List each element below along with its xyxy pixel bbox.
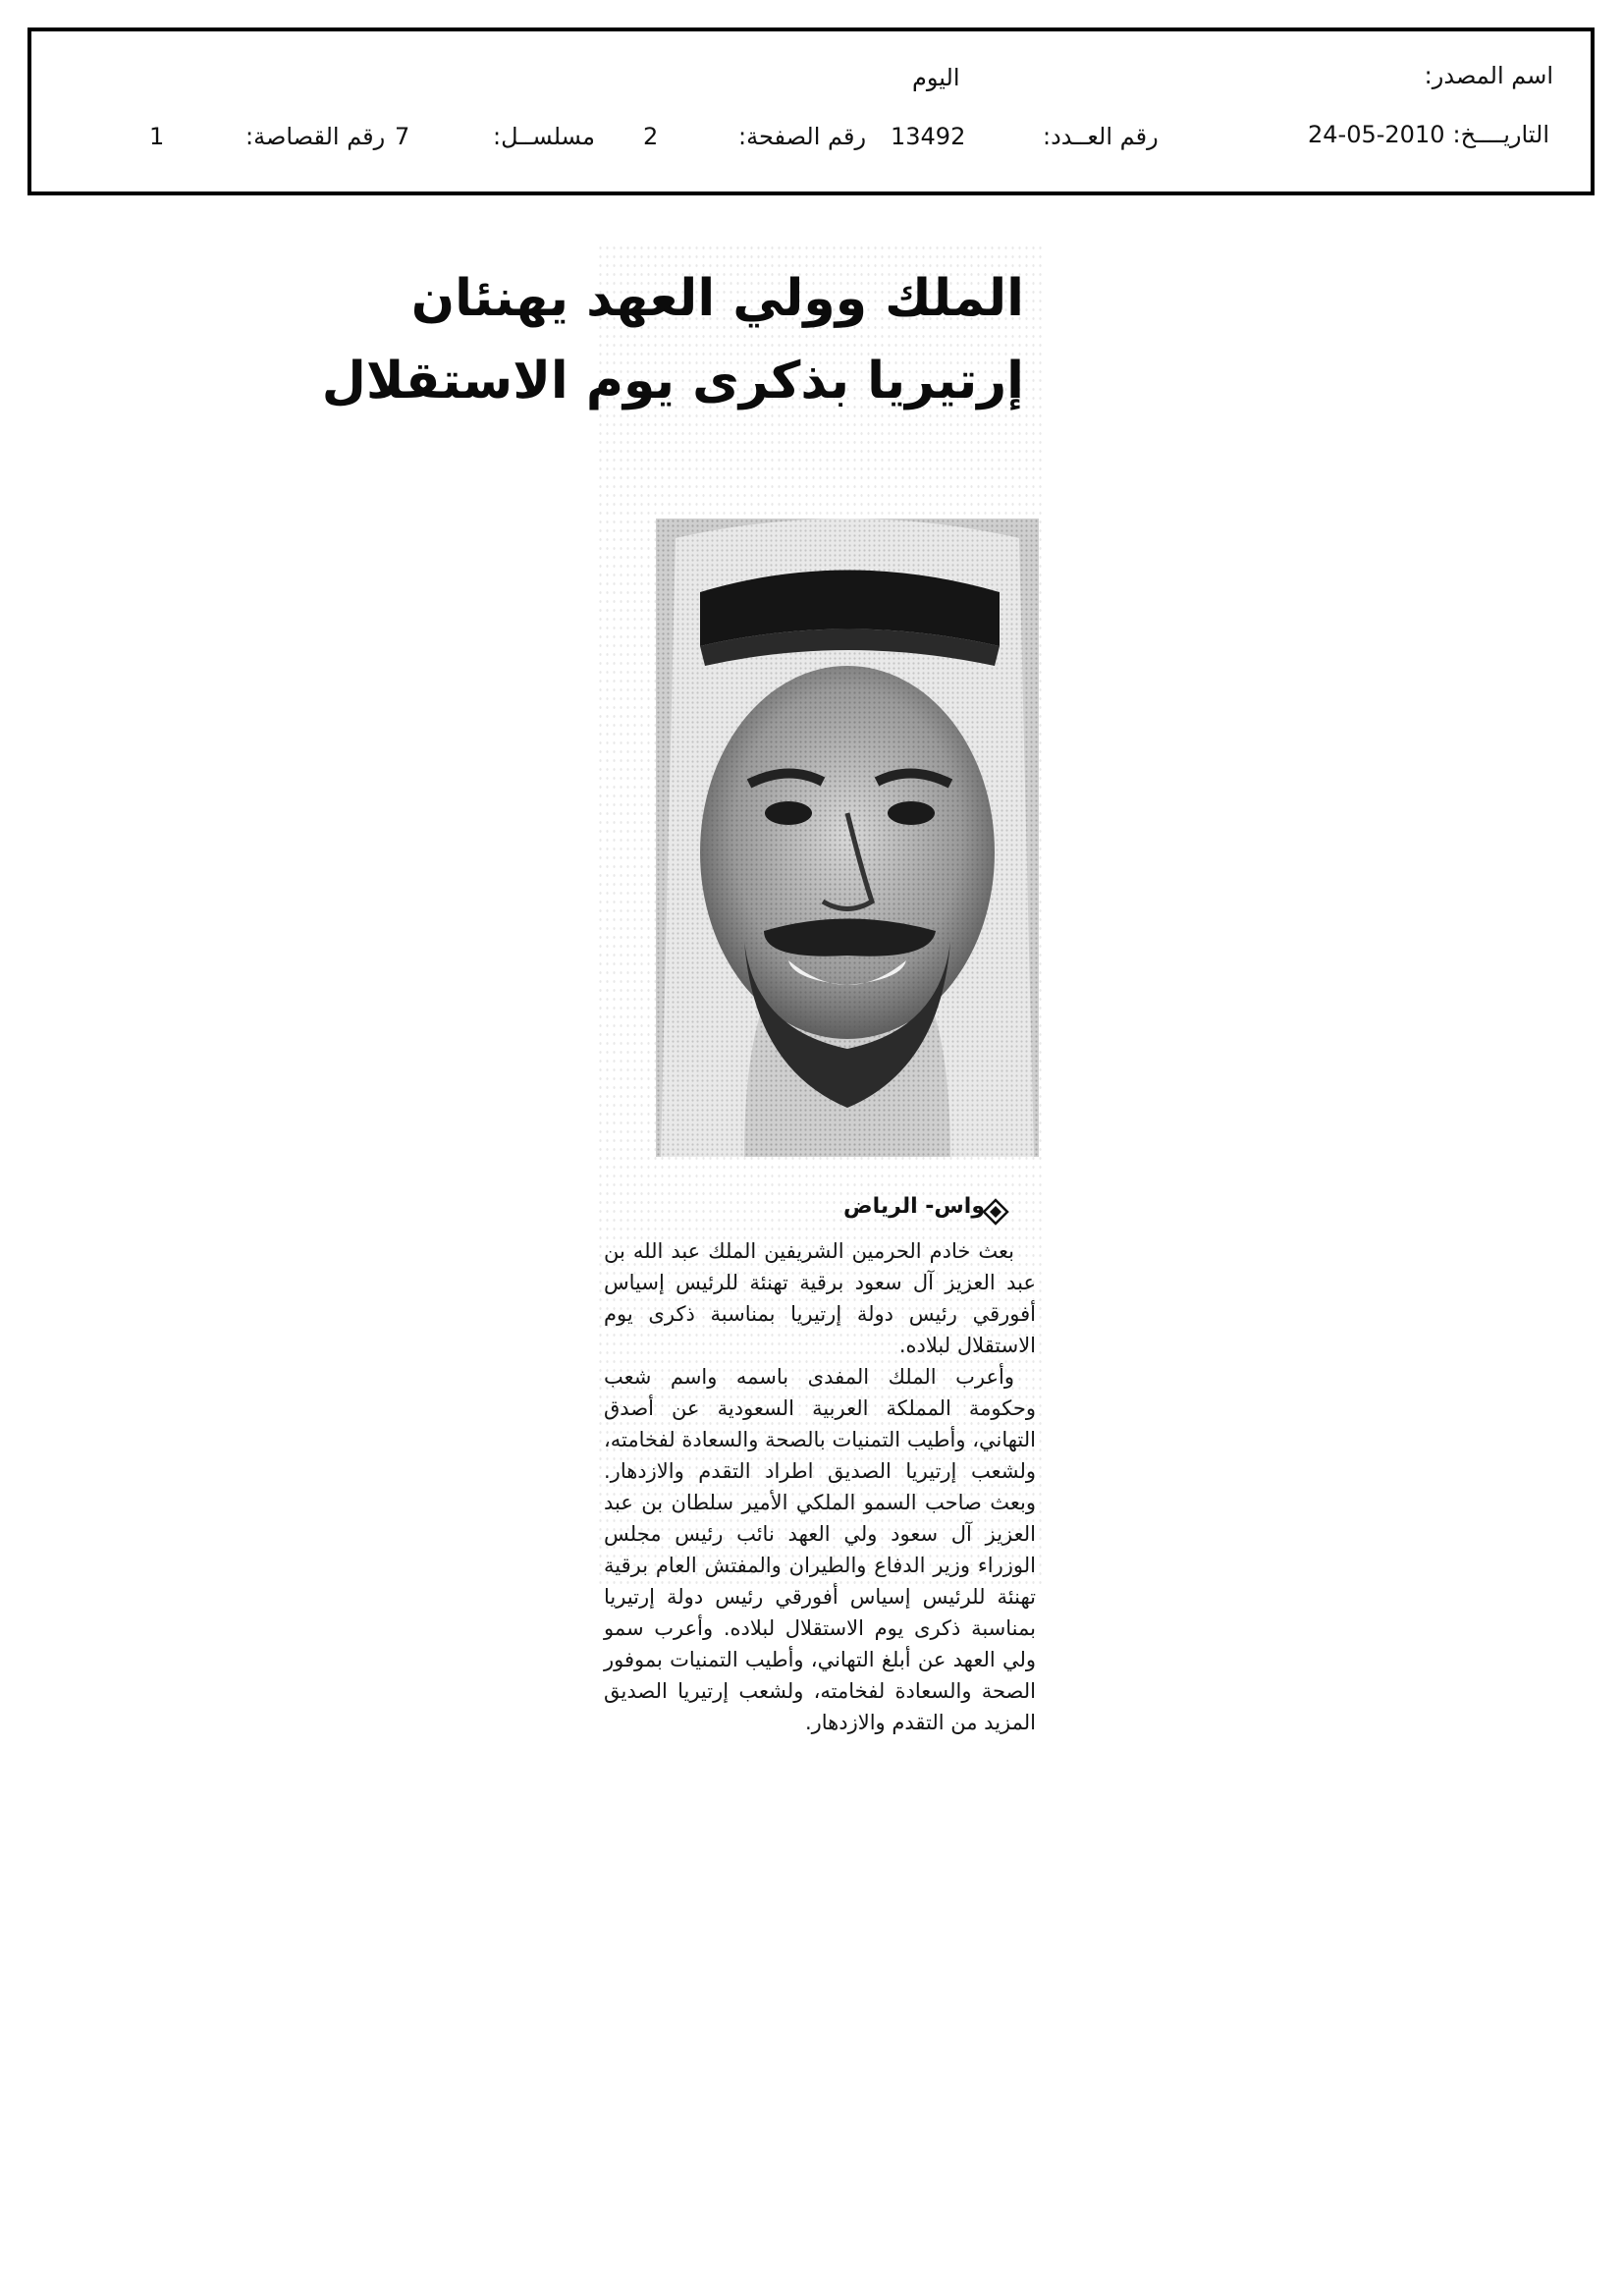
issue-value: 13492 xyxy=(891,123,966,150)
article-body xyxy=(604,1235,1036,1738)
article-paragraph-2: وأعرب الملك المفدى باسمه واسم شعب وحكومة المملكة العربية السعودية عن أصدق التهاني، وأطيب التمنيات بالصحة والسعادة لفخامته، ولشعب إرتيريا الصديق اطراد التقدم والازدهار. وبعث صاحب السمو الملكي الأمير سلطان بن عبد العزيز آل سعود ولي العهد نائب رئيس مجلس الوزراء وزير الدفاع والطيران والمفتش العام برقية تهنئة للرئيس إسياس أفورقي رئيس دولة إرتيريا بمناسبة ذكرى يوم الاستقلال لبلاده. وأعرب سمو ولي العهد عن أبلغ التهاني، وأطيب التمنيات بموفور الصحة والسعادة لفخامته، ولشعب إرتيريا الصديق المزيد من التقدم والازدهار. xyxy=(604,1365,1036,1734)
article-paragraph-1: بعث خادم الحرمين الشريفين الملك عبد الله بن عبد العزيز آل سعود برقية تهنئة للرئيس إسياس أفورقي رئيس دولة إرتيريا بمناسبة ذكرى يوم الاستقلال لبلاده. xyxy=(604,1239,1036,1357)
portrait-photo-drawing xyxy=(656,519,1039,1157)
serial-value: 7 xyxy=(395,123,410,150)
newspaper-clipping xyxy=(321,244,1044,1734)
date-value: 24-05-2010 xyxy=(1308,121,1445,148)
headline-line-1: الملك وولي العهد يهنئان xyxy=(410,269,1024,328)
clip-value: 1 xyxy=(149,123,165,150)
page-value: 2 xyxy=(643,123,659,150)
clip-label: رقم القصاصة: xyxy=(245,123,386,150)
byline: واس- الرياض xyxy=(843,1194,985,1219)
date-label: التاريــــخ: xyxy=(1452,121,1549,148)
page-label: رقم الصفحة: xyxy=(738,123,867,150)
clipping-header-box xyxy=(27,27,1595,195)
headline-line-2: إرتيريا بذكرى يوم الاستقلال xyxy=(321,352,1024,410)
issue-label: رقم العــدد: xyxy=(1043,123,1159,150)
serial-label: مسلســل: xyxy=(493,123,595,150)
diamond-bullet-icon xyxy=(982,1198,1009,1226)
source-label: اسم المصدر: xyxy=(1424,62,1553,89)
source-value: اليوم xyxy=(912,64,960,91)
portrait-photo xyxy=(656,519,1039,1157)
